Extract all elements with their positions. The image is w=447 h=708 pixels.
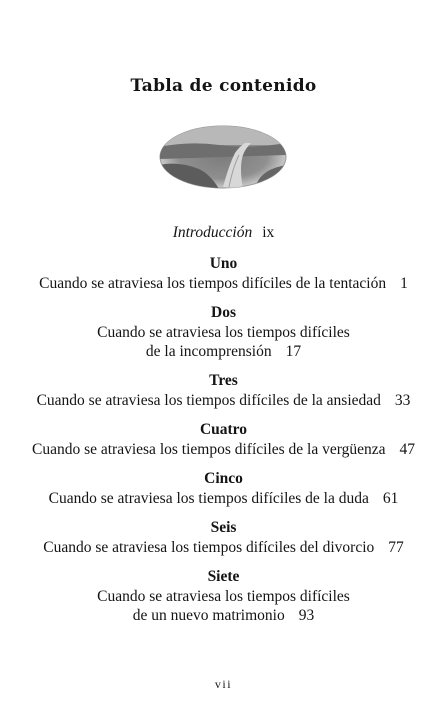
chapter-entry-uno[interactable] (0, 254, 447, 293)
chapter-title-continued: de un nuevo matrimonio (132, 607, 285, 624)
chapter-number: Tres (209, 372, 238, 389)
chapter-page: 33 (394, 392, 411, 409)
chapter-number: Uno (209, 255, 238, 272)
page-number-folio: vii (214, 677, 233, 691)
chapter-page: 17 (285, 343, 302, 360)
page-title: Tabla de contenido (130, 76, 317, 96)
chapter-entry-seis[interactable] (0, 518, 447, 557)
chapter-entry-cuatro[interactable] (0, 420, 447, 459)
chapter-entry-cinco[interactable] (0, 469, 447, 508)
chapter-title: Cuando se atraviesa los tiempos difíciles de la vergüenza (31, 441, 386, 458)
chapter-title: Cuando se atraviesa los tiempos difíciles (97, 324, 350, 341)
chapter-entry-siete[interactable] (0, 567, 447, 625)
chapter-number: Seis (210, 519, 237, 536)
chapter-title: Cuando se atraviesa los tiempos difíciles de la duda (48, 490, 369, 507)
chapter-entry-dos[interactable] (0, 303, 447, 361)
road-landscape-vignette (159, 125, 287, 189)
chapter-page: 47 (399, 441, 416, 458)
introduction-page: ix (262, 224, 275, 241)
chapter-number: Cinco (204, 470, 243, 487)
chapter-number: Dos (211, 304, 236, 321)
introduction-entry[interactable] (0, 222, 447, 244)
chapter-page: 61 (382, 490, 399, 507)
chapter-page: 93 (298, 607, 315, 624)
chapter-number: Cuatro (199, 421, 248, 438)
introduction-label: Introducción (172, 224, 253, 241)
chapter-page: 1 (400, 275, 408, 292)
chapter-page: 77 (388, 539, 404, 556)
chapter-title: Cuando se atraviesa los tiempos difíciles (97, 588, 350, 605)
chapter-title: Cuando se atraviesa los tiempos difíciles de la ansiedad (36, 392, 381, 409)
chapter-title: Cuando se atraviesa los tiempos difíciles de la tentación (39, 275, 387, 292)
chapter-number: Siete (207, 568, 240, 585)
chapter-title-continued: de la incomprensión (145, 343, 272, 360)
chapter-title: Cuando se atraviesa los tiempos difíciles del divorcio (43, 539, 375, 556)
table-of-contents (0, 222, 447, 625)
chapter-entry-tres[interactable] (0, 371, 447, 410)
